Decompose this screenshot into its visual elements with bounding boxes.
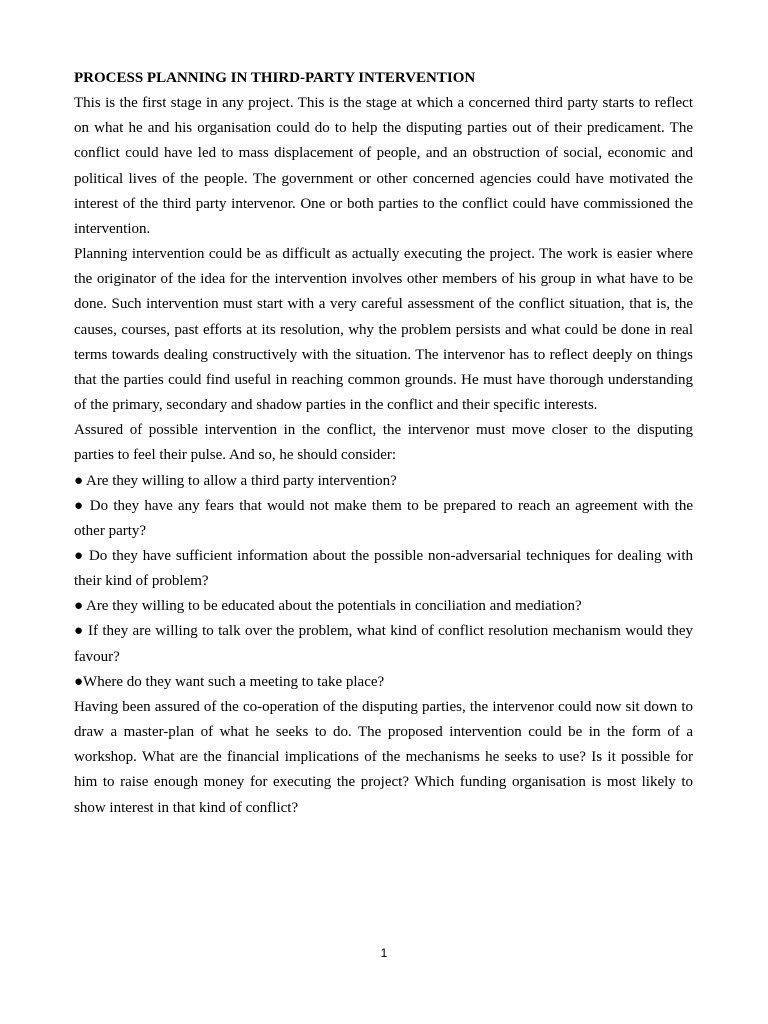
paragraph-intro: This is the first stage in any project. This is the stage at which a concerned third party starts to reflect on what he and his organisation could do to help the disputing parties out of their predicament. The conflict could have led to mass displacement of people, and an obstruction of social, economic and political lives of the people. The government or other concerned agencies could have motivated the interest of the third party intervenor. One or both parties to the conflict could have commissioned the intervention. bbox=[74, 95, 693, 237]
list-item: ● If they are willing to talk over the problem, what kind of conflict resolution mechanism would they favour? bbox=[74, 623, 693, 665]
list-item: ● Are they willing to be educated about the potentials in conciliation and mediation? bbox=[74, 598, 582, 615]
list-item: ● Do they have sufficient information about the possible non-adversarial techniques for dealing with their kind of problem? bbox=[74, 547, 693, 590]
paragraph-assured: Assured of possible intervention in the conflict, the intervenor must move closer to the disputing parties to feel their pulse. And so, he should consider: bbox=[74, 422, 693, 464]
document-title: PROCESS PLANNING IN THIRD-PARTY INTERVENTION bbox=[74, 70, 476, 86]
considerations-list bbox=[74, 469, 693, 695]
page-number: 1 bbox=[380, 946, 388, 960]
list-item: ● Are they willing to allow a third party intervention? bbox=[74, 472, 397, 489]
list-item: ● Do they have any fears that would not make them to be prepared to reach an agreement with the other party? bbox=[74, 497, 693, 539]
paragraph-planning: Planning intervention could be as difficult as actually executing the project. The work is easier where the originator of the idea for the intervention involves other members of his group in what have to be done. Such intervention must start with a very careful assessment of the conflict situation, that is, the causes, courses, past efforts at its resolution, why the problem persists and what could be done in real terms towards dealing constructively with the situation. The intervenor has to reflect deeply on things that the parties could find useful in reaching common grounds. He must have thorough understanding of the primary, secondary and shadow parties in the conflict and their specific interests. bbox=[74, 246, 693, 414]
list-item: ●Where do they want such a meeting to take place? bbox=[74, 673, 385, 690]
paragraph-masterplan: Having been assured of the co-operation of the disputing parties, the intervenor could now sit down to draw a master-plan of what he seeks to do. The proposed intervention could be in the form of a workshop. What are the financial implications of the mechanisms he seeks to use? Is it possible for him to raise enough money for executing the project? Which funding organisation is most likely to show interest in that kind of conflict? bbox=[74, 698, 693, 816]
document-page bbox=[74, 66, 693, 821]
